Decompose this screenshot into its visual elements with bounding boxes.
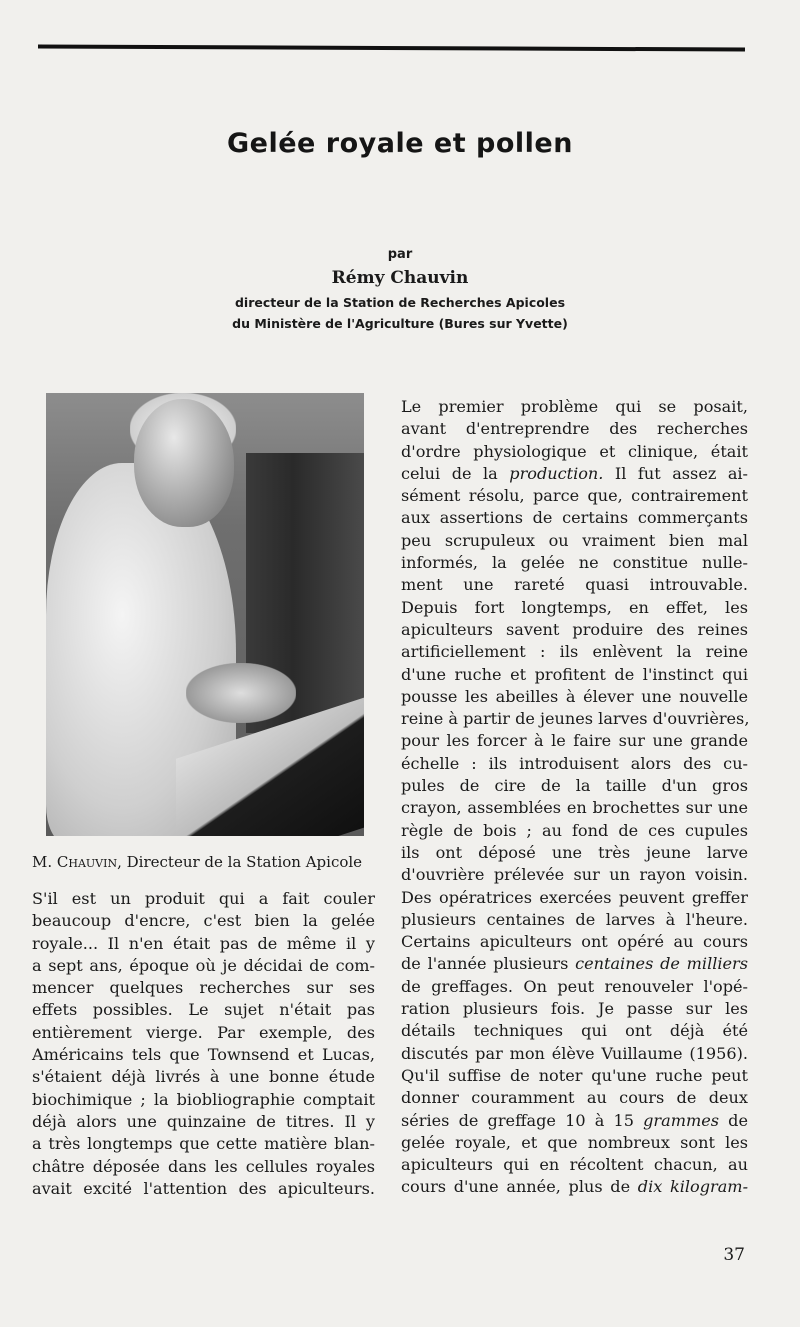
right-line: informés, la gelée ne constitue nulle- (401, 553, 748, 573)
right-text: de l'année plusieurs (401, 954, 576, 974)
right-line: d'ouvrière prélevée sur un rayon voisin. (401, 865, 748, 885)
right-line: reine à partir de jeunes larves d'ouvrières, (401, 709, 750, 729)
right-text: séries de greffage 10 à 15 (401, 1110, 644, 1130)
right-line: pules de cire de la taille d'un gros (401, 776, 748, 796)
right-line: Des opératrices exercées peuvent greffer (401, 887, 748, 907)
left-line: S'il est un produit qui a fait couler (32, 889, 375, 908)
right-line: discutés par mon élève Vuillaume (1956). (401, 1043, 748, 1063)
byline-par: par (387, 247, 413, 262)
affiliation-line-1: directeur de la Station de Recherches Apicoles (234, 295, 566, 310)
right-line: Le premier problème qui se posait, (401, 397, 748, 416)
italic-production: production. (509, 463, 604, 483)
right-line: Depuis fort longtemps, en effet, les (401, 597, 748, 617)
right-line-production (401, 463, 748, 485)
left-line: avait excité l'attention des apiculteurs. (32, 1178, 375, 1198)
right-line: ils ont déposé une très jeune larve (401, 842, 748, 862)
right-line-centaines (401, 953, 748, 975)
right-line: plusieurs centaines de larves à l'heure. (401, 909, 748, 929)
article-title: Gelée royale et pollen (227, 128, 573, 159)
right-line: aux assertions de certains commerçants (401, 508, 748, 528)
italic-grammes: grammes (643, 1110, 720, 1130)
right-line: Certains apiculteurs ont opéré au cours (401, 932, 748, 952)
right-line: crayon, assemblées en brochettes sur une (401, 798, 748, 818)
right-line: d'une ruche et profitent de l'instinct qui (401, 664, 748, 684)
right-line: échelle : ils introduisent alors des cu- (401, 753, 748, 773)
author-photo (46, 393, 364, 836)
right-text: Il fut assez ai- (603, 463, 748, 483)
right-text: de (719, 1110, 748, 1130)
left-line: royale... Il n'en était pas de même il y (32, 933, 375, 953)
left-line: a sept ans, époque où je décidai de com- (32, 955, 375, 975)
right-line: artificiellement : ils enlèvent la reine (401, 642, 748, 662)
header-rule (38, 44, 745, 51)
left-column (32, 888, 375, 1200)
left-line: Américains tels que Townsend et Lucas, (32, 1045, 375, 1065)
left-line: biochimique ; la biobliographie comptait (32, 1089, 375, 1109)
affiliation-line-2: du Ministère de l'Agriculture (Bures sur Yvette) (232, 316, 568, 331)
right-line: peu scrupuleux ou vraiment bien mal (401, 530, 748, 550)
right-line: avant d'entreprendre des recherches (401, 419, 748, 439)
right-column (401, 396, 748, 1199)
photo-caption (32, 853, 377, 871)
left-line: effets possibles. Le sujet n'était pas (32, 1000, 375, 1020)
caption-name: M. Chauvin, (32, 853, 122, 871)
caption-text: Directeur de la Station Apicole (121, 853, 363, 871)
right-line: gelée royale, et que nombreux sont les (401, 1132, 748, 1152)
right-line: apiculteurs savent produire des reines (401, 619, 748, 639)
right-line-kilogram (401, 1176, 748, 1198)
right-line: apiculteurs qui en récoltent chacun, au (401, 1155, 748, 1175)
right-line: d'ordre physiologique et clinique, était (401, 441, 748, 461)
right-line: de greffages. On peut renouveler l'opé- (401, 976, 748, 996)
right-line: sément résolu, parce que, contrairement (401, 486, 748, 506)
italic-centaines: centaines de milliers (575, 954, 748, 974)
left-line: a très longtemps que cette matière blan- (32, 1134, 375, 1154)
right-line: règle de bois ; au fond de ces cupules (401, 820, 748, 840)
right-line: ration plusieurs fois. Je passe sur les (401, 999, 748, 1019)
right-line: ment une rareté quasi introuvable. (401, 575, 748, 595)
left-line: s'étaient déjà livrés à une bonne étude (32, 1067, 375, 1087)
italic-kilogram: dix kilogram- (637, 1177, 749, 1197)
left-line: entièrement vierge. Par exemple, des (32, 1022, 375, 1042)
right-line: donner couramment au cours de deux (401, 1088, 748, 1108)
left-line: châtre déposée dans les cellules royales (32, 1156, 375, 1176)
right-line-grammes (401, 1110, 748, 1132)
right-line: pour les forcer à le faire sur une grande (401, 731, 748, 751)
page-number: 37 (723, 1245, 745, 1265)
right-text: cours d'une année, plus de (401, 1177, 638, 1197)
photo-hands (186, 663, 296, 723)
right-line: détails techniques qui ont déjà été (401, 1021, 748, 1041)
right-line: Qu'il suffise de noter qu'une ruche peut (401, 1065, 748, 1085)
right-text: celui de la (401, 463, 510, 483)
left-line: déjà alors une quinzaine de titres. Il y (32, 1111, 375, 1131)
left-line: mencer quelques recherches sur ses (32, 978, 375, 998)
photo-head (134, 399, 234, 527)
author-name: Rémy Chauvin (331, 268, 469, 288)
left-line: beaucoup d'encre, c'est bien la gelée (32, 911, 375, 931)
right-line: pousse les abeilles à élever une nouvelle (401, 686, 748, 706)
